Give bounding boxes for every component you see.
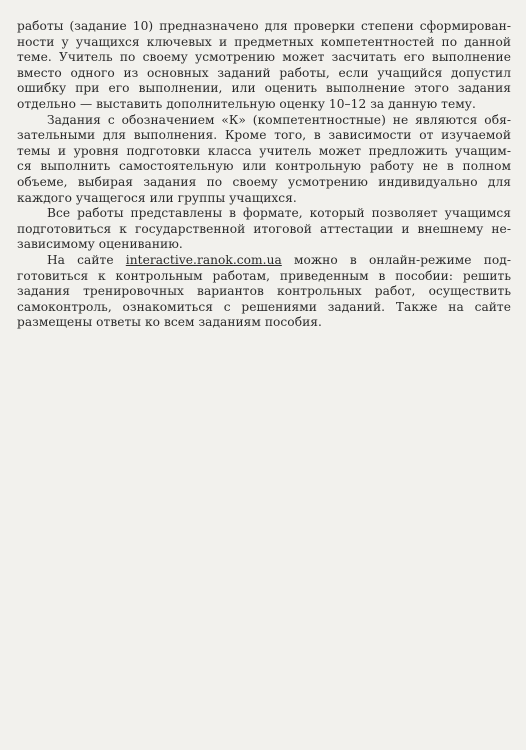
- text-fragment: можно в онлайн-режиме под-: [281, 252, 512, 267]
- text-line: готовиться к контрольным работам, приведенным в пособии: решить: [17, 268, 511, 283]
- text-line: самоконтроль, ознакомиться с решениями заданий. Также на сайте: [17, 299, 511, 314]
- text-line: отдельно — выставить дополнительную оценку 10–12 за данную тему.: [17, 96, 476, 111]
- text-fragment: На сайте: [47, 252, 126, 267]
- text-line: вместо одного из основных заданий работы, если учащийся допустил: [17, 65, 511, 80]
- text-line: каждого учащегося или группы учащихся.: [17, 190, 297, 205]
- text-line: Задания с обозначением «К» (компетентностные) не являются обя-: [47, 112, 511, 127]
- paragraph-4: [17, 253, 511, 331]
- text-line: зательными для выполнения. Кроме того, в зависимости от изучаемой: [17, 128, 511, 143]
- text-line: темы и уровня подготовки класса учитель может предложить учащим-: [17, 143, 511, 158]
- text-line: ошибку при его выполнении, или оценить выполнение этого задания: [17, 81, 511, 96]
- paragraph-3: [17, 206, 511, 253]
- text-line: [17, 253, 511, 269]
- paragraph-1: [17, 19, 511, 113]
- text-line: ся выполнить самостоятельную или контрольную работу не в полном: [17, 159, 511, 174]
- text-line: ности у учащихся ключевых и предметных компетентностей по данной: [17, 34, 511, 49]
- text-line: объеме, выбирая задания по своему усмотрению индивидуально для: [17, 174, 511, 189]
- text-line: теме. Учитель по своему усмотрению может засчитать его выполнение: [17, 50, 511, 65]
- text-line: Все работы представлены в формате, который позволяет учащимся: [47, 206, 511, 221]
- text-line: подготовиться к государственной итоговой аттестации и внешнему не-: [17, 221, 511, 236]
- text-line: зависимому оцениванию.: [17, 237, 183, 252]
- paragraph-2: [17, 113, 511, 207]
- text-line: размещены ответы ко всем заданиям пособия.: [17, 315, 322, 330]
- body-text: [17, 19, 511, 331]
- website-link[interactable]: interactive.ranok.com.ua: [125, 252, 282, 267]
- text-line: задания тренировочных вариантов контрольных работ, осуществить: [17, 284, 511, 299]
- text-line: работы (задание 10) предназначено для проверки степени сформирован-: [17, 19, 511, 33]
